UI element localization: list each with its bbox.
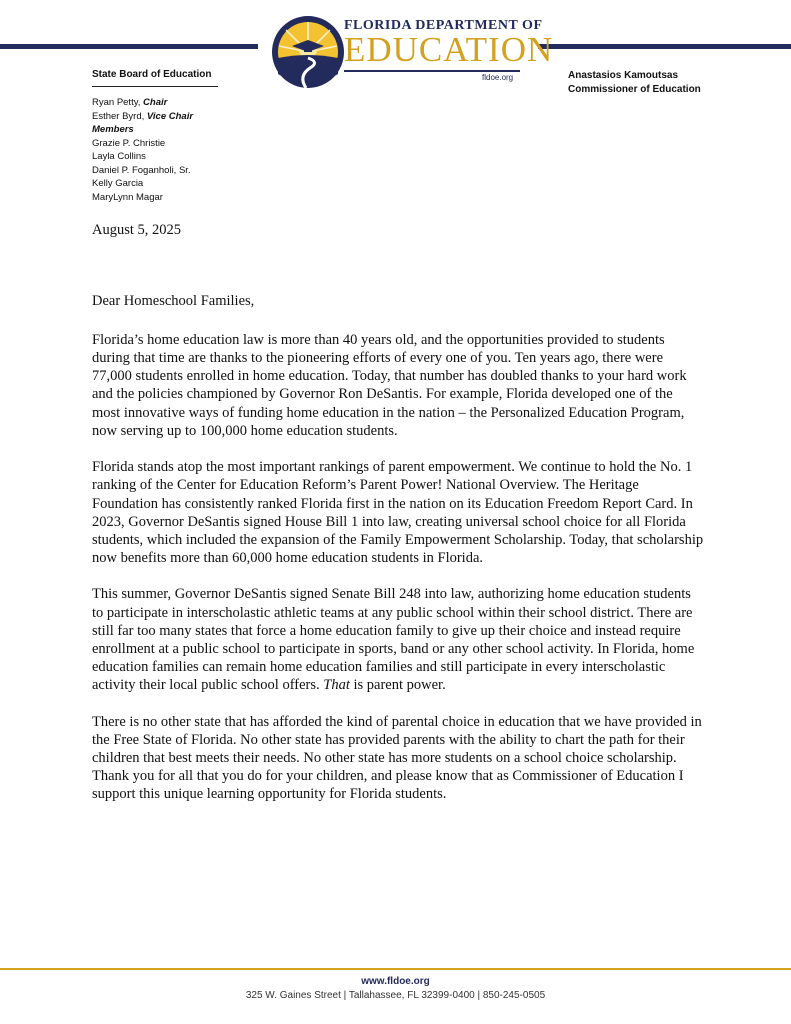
emphasis-text: That	[323, 677, 350, 694]
board-member	[92, 96, 193, 110]
member-name: Esther Byrd,	[92, 110, 147, 122]
paragraph-4: There is no other state that has afforded the kind of parental choice in education that we have provided in the Free State of Florida. No other state has provided parents with the ability to chart the path for their children that best meets their needs. No other state has more students on a school choice scholarship. Thank you for all that you do for your children, and please know that as Commissioner of Education I support this unique learning opportunity for Florida students.	[92, 713, 702, 803]
commissioner-name: Anastasios Kamoutsas	[568, 70, 679, 81]
org-word: EDUCATION	[344, 30, 554, 69]
commissioner-block	[568, 69, 701, 97]
member-role: Vice Chair	[146, 110, 194, 122]
member-name: MaryLynn Magar	[92, 191, 163, 203]
board-heading-rule	[92, 86, 218, 87]
letter-salutation: Dear Homeschool Families,	[92, 293, 255, 309]
member-name: Layla Collins	[92, 151, 146, 162]
board-heading: State Board of Education	[92, 69, 212, 80]
logo-website: fldoe.org	[482, 73, 514, 82]
board-member	[92, 137, 193, 151]
commissioner-title: Commissioner of Education	[568, 84, 701, 95]
member-name: Grazie P. Christie	[92, 137, 166, 149]
letter-body	[92, 331, 704, 822]
board-members-heading	[92, 123, 193, 137]
footer-address: 325 W. Gaines Street | Tallahassee, FL 32399-0400 | 850-245-0505	[245, 990, 546, 1001]
member-name: Kelly Garcia	[92, 178, 144, 189]
org-line: FLORIDA DEPARTMENT OF	[344, 18, 543, 33]
paragraph-3: This summer, Governor DeSantis signed Senate Bill 248 into law, authorizing home education students to participate in interscholastic athletic teams at any public school within their school district. There are still far too many states that force a home education family to give up their choice and instead require enrollment at a public school to participate in sports, band or any other school activity. In Florida, home education families can remain home education families and still participate in every interscholastic activity their local public school offers. That is parent power.	[92, 586, 695, 694]
header-rule-left	[0, 44, 258, 49]
member-name: Ryan Petty,	[92, 97, 144, 108]
footer-url[interactable]: www.fldoe.org	[361, 976, 430, 987]
board-member	[92, 150, 193, 164]
member-role: Chair	[143, 97, 168, 108]
board-member	[92, 164, 193, 178]
sunrise-emblem-icon	[270, 12, 346, 92]
paragraph-2: Florida stands atop the most important rankings of parent empowerment. We continue to hold the No. 1 ranking of the Center for Education Reform’s Parent Power! National Overview. The Heritage Foundation has consistently ranked Florida first in the nation on its Education Freedom Report Card. In 2023, Governor DeSantis signed House Bill 1 into law, creating universal school choice for all Florida students, which included the expansion of the Family Empowerment Scholarship. Today, that scholarship now benefits more than 60,000 home education students in Florida.	[92, 459, 704, 567]
board-member-list	[92, 96, 193, 204]
logo-underline	[344, 70, 520, 72]
board-member	[92, 177, 193, 191]
member-role: Members	[92, 124, 134, 135]
fldoe-logo	[270, 12, 554, 92]
board-member	[92, 191, 193, 205]
letter-date: August 5, 2025	[92, 222, 182, 238]
footer-rule	[0, 968, 791, 970]
board-member	[92, 110, 193, 124]
header-rule-right	[538, 44, 791, 49]
paragraph-1: Florida’s home education law is more than 40 years old, and the opportunities provided to students during that time are thanks to the pioneering efforts of every one of you. Ten years ago, there were 77,000 students enrolled in home education. Today, that number has doubled thanks to your hard work and the policies championed by Governor Ron DeSantis. For example, Florida developed one of the most innovative ways of funding home education in the nation – the Personalized Education Program, now serving up to 100,000 home education students.	[92, 332, 687, 439]
member-name: Daniel P. Foganholi, Sr.	[92, 164, 191, 176]
